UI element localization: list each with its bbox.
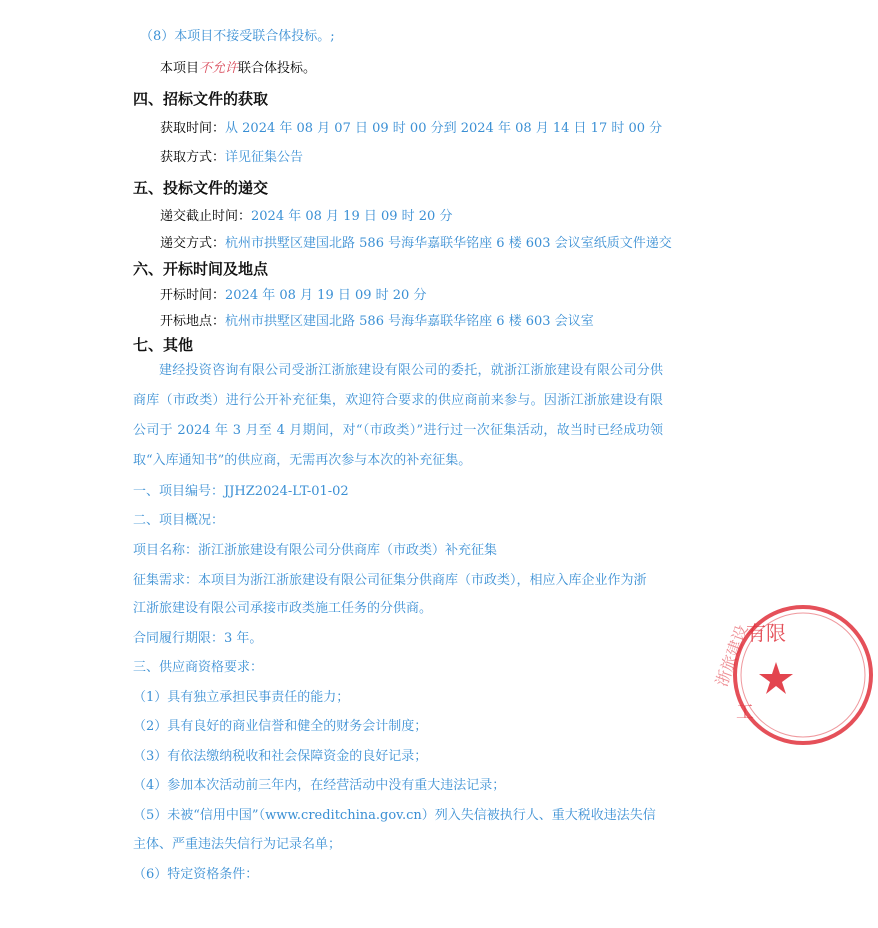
section-heading-4: 四、招标文件的获取 xyxy=(133,90,269,108)
open-time-label: 开标时间： xyxy=(160,288,226,303)
project-overview-heading: 二、项目概况： xyxy=(133,513,225,528)
qualification-5b: 主体、严重违法失信行为记录名单； xyxy=(133,837,342,852)
no-consortium-emphasis: 不允许 xyxy=(199,61,239,76)
get-method-line xyxy=(160,149,303,167)
contract-period: 合同履行期限：3 年。 xyxy=(133,631,263,646)
demand-line-2: 江浙旅建设有限公司承接市政类施工任务的分供商。 xyxy=(133,601,433,616)
project-number: 一、项目编号：JJHZ2024-LT-01-02 xyxy=(133,484,349,499)
open-time-line xyxy=(160,287,426,305)
section-heading-7: 七、其他 xyxy=(133,336,194,354)
qualification-3: （3）有依法缴纳税收和社会保障资金的良好记录； xyxy=(133,749,428,764)
deadline-value: 2024 年 08 月 19 日 09 时 20 分 xyxy=(251,209,453,224)
submit-method-value: 杭州市拱墅区建国北路 586 号海华嘉联华铭座 6 楼 603 会议室纸质文件递交 xyxy=(225,236,672,251)
open-place-label: 开标地点： xyxy=(160,314,226,329)
clause-8: （8）本项目不接受联合体投标。; xyxy=(140,29,335,44)
submit-method-label: 递交方式： xyxy=(160,236,226,251)
open-time-value: 2024 年 08 月 19 日 09 时 20 分 xyxy=(225,288,427,303)
submit-method-line xyxy=(160,235,672,253)
qualification-5a: （5）未被“信用中国”（www.creditchina.gov.cn）列入失信被执行人、重大税收违法失信 xyxy=(133,808,656,823)
demand-line-1: 征集需求：本项目为浙江浙旅建设有限公司征集分供商库（市政类），相应入库企业作为浙 xyxy=(133,573,647,588)
project-name: 项目名称：浙江浙旅建设有限公司分供商库（市政类）补充征集 xyxy=(133,543,498,558)
no-consortium-post: 联合体投标。 xyxy=(238,61,317,76)
open-place-value: 杭州市拱墅区建国北路 586 号海华嘉联华铭座 6 楼 603 会议室 xyxy=(225,314,594,329)
deadline-line xyxy=(160,208,452,226)
get-method-value: 详见征集公告 xyxy=(225,150,304,165)
seal-text-arc: 浙旅建设 xyxy=(711,622,752,690)
qualification-1: （1）具有独立承担民事责任的能力； xyxy=(133,690,350,705)
seal-text-bottom: 工 xyxy=(736,702,754,723)
seal-text-top: 有限 xyxy=(746,621,786,645)
qualification-2: （2）具有良好的商业信誉和健全的财务会计制度； xyxy=(133,719,428,734)
get-method-label: 获取方式： xyxy=(160,150,226,165)
get-time-line xyxy=(160,120,662,138)
open-place-line xyxy=(160,313,594,331)
qualification-6: （6）特定资格条件： xyxy=(133,867,259,882)
get-time-value: 从 2024 年 08 月 07 日 09 时 00 分到 2024 年 08 月 14 日 17 时 00 分 xyxy=(225,121,663,136)
company-seal xyxy=(711,600,878,750)
qualification-4: （4）参加本次活动前三年内，在经营活动中没有重大违法记录； xyxy=(133,778,506,793)
no-consortium-line xyxy=(160,60,316,78)
no-consortium-pre: 本项目 xyxy=(160,61,200,76)
seal-star-icon xyxy=(759,662,793,694)
get-time-label: 获取时间： xyxy=(160,121,226,136)
deadline-label: 递交截止时间： xyxy=(160,209,252,224)
other-paragraph: 建经投资咨询有限公司受浙江浙旅建设有限公司的委托，就浙江浙旅建设有限公司分供商库（市政类）进行公开补充征集，欢迎符合要求的供应商前来参与。因浙江浙旅建设有限公司于 2024 年 3 月至 4 月期间，对“（市政类）”进行过一次征集活动，故当时已经成功领取“入库通知书”的供应商，无需再次参与本次的补充征集。 xyxy=(133,363,663,468)
qualification-heading: 三、供应商资格要求： xyxy=(133,660,264,675)
section-heading-6: 六、开标时间及地点 xyxy=(133,260,269,278)
section-heading-5: 五、投标文件的递交 xyxy=(133,179,269,197)
